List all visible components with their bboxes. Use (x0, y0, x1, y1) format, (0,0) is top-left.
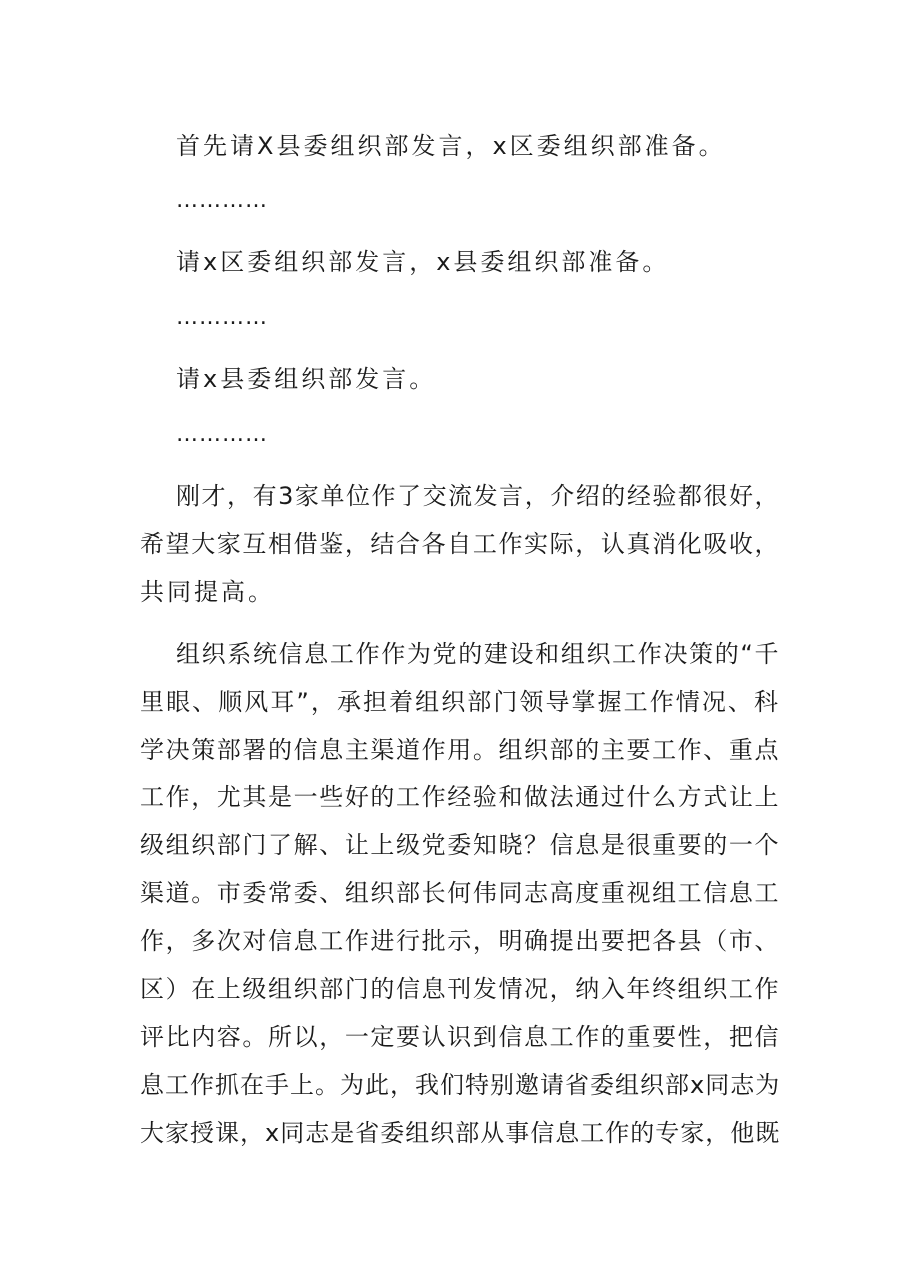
paragraph2-line-10: 息工作抓在手上。为此，我们特别邀请省委组织部x同志为 (140, 1071, 781, 1099)
ellipsis-3: ………… (176, 422, 268, 447)
speech-line-2: 请x区委组织部发言，x县委组织部准备。 (176, 248, 670, 276)
paragraph2-line-1: 组织系统信息工作作为党的建设和组织工作决策的“千 (176, 640, 780, 668)
paragraph2-line-9: 评比内容。所以，一定要认识到信息工作的重要性，把信 (140, 1023, 780, 1051)
paragraph2-line-7: 作，多次对信息工作进行批示，明确提出要把各县（市、 (140, 927, 780, 955)
paragraph2-line-5: 级组织部门了解、让上级党委知晓？信息是很重要的一个 (140, 831, 780, 859)
paragraph1-line-3: 共同提高。 (140, 578, 275, 606)
paragraph2-line-4: 工作，尤其是一些好的工作经验和做法通过什么方式让上 (140, 783, 780, 811)
ellipsis-2: ………… (176, 305, 268, 330)
speech-line-3: 请x县委组织部发言。 (176, 365, 437, 393)
paragraph2-line-8: 区）在上级组织部门的信息刊发情况，纳入年终组织工作 (140, 975, 780, 1003)
speech-line-1: 首先请X县委组织部发言，x区委组织部准备。 (176, 132, 726, 160)
paragraph2-line-2: 里眼、顺风耳”，承担着组织部门领导掌握工作情况、科 (140, 688, 780, 716)
paragraph2-line-11: 大家授课，x同志是省委组织部从事信息工作的专家，他既 (140, 1119, 781, 1147)
paragraph1-line-2: 希望大家互相借鉴，结合各自工作实际，认真消化吸收， (140, 530, 780, 558)
paragraph2-line-3: 学决策部署的信息主渠道作用。组织部的主要工作、重点 (140, 736, 780, 764)
paragraph2-line-6: 渠道。市委常委、组织部长何伟同志高度重视组工信息工 (140, 879, 780, 907)
paragraph1-line-1: 刚才，有3家单位作了交流发言，介绍的经验都很好， (176, 482, 780, 510)
ellipsis-1: ………… (176, 188, 268, 213)
